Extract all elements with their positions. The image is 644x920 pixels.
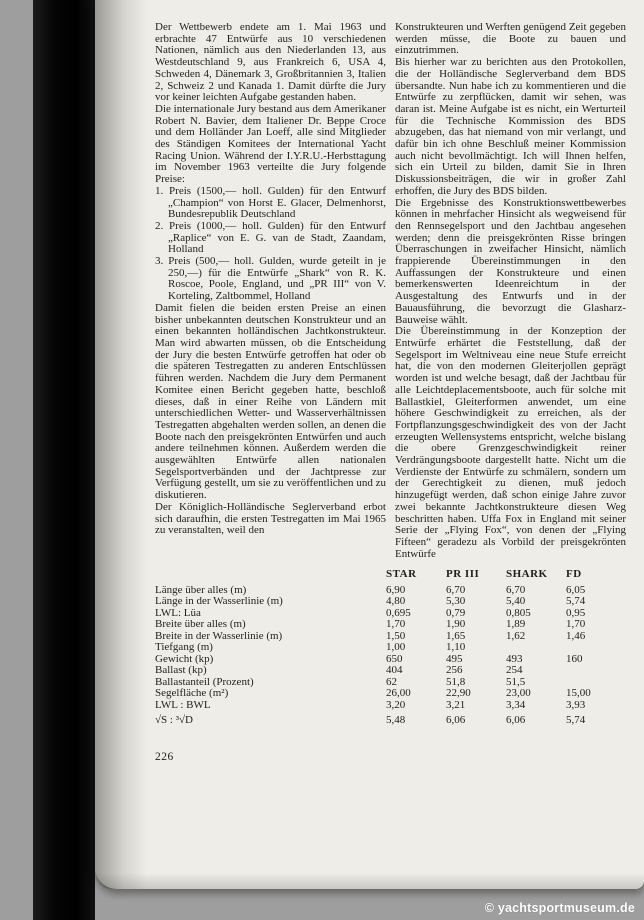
table-corner-cell bbox=[155, 569, 386, 585]
cell-value: 5,48 bbox=[386, 714, 406, 727]
table-row bbox=[155, 631, 626, 643]
cell-value: 26,00 bbox=[386, 688, 411, 700]
cell-value: 1,89 bbox=[506, 619, 526, 631]
cell-value: 51,5 bbox=[506, 676, 526, 688]
cell-value: 1,70 bbox=[566, 619, 586, 631]
prize-list-item: 3. Preis (500,— holl. Gulden, wurde geteilt in je 250,—) für die Entwürfe „Shark“ von R. K. Roscoe, Poole, England, und „PR III“ von V. Korteling, Zaltbommel, Holland bbox=[155, 255, 386, 303]
table-row bbox=[155, 654, 626, 666]
cell-value: 254 bbox=[506, 665, 523, 677]
text-column-left bbox=[155, 22, 386, 560]
cell-value: 3,20 bbox=[386, 699, 406, 711]
table-row bbox=[155, 642, 626, 654]
cell-value: 1,10 bbox=[446, 642, 466, 654]
cell-value: 62 bbox=[386, 676, 397, 688]
row-label: Ballast (kp) bbox=[155, 665, 207, 677]
prize-list-item: 1. Preis (1500,— holl. Gulden) für den Entwurf „Champion“ von Horst E. Glacer, Delmenhorst, Bundesrepublik Deutschland bbox=[155, 184, 386, 221]
table-header-cell: SHARK bbox=[506, 569, 548, 581]
cell-value: 0,695 bbox=[386, 607, 411, 619]
page-content bbox=[155, 22, 626, 763]
cell-value: 6,70 bbox=[506, 584, 526, 596]
cell-value bbox=[566, 665, 626, 677]
paragraph: Der Königlich-Holländische Seglerverband erbot sich daraufhin, die ersten Testregatten im Mai 1965 zu veranstalten, weil den bbox=[155, 500, 386, 537]
cell-value: 1,70 bbox=[386, 619, 406, 631]
cell-value: 1,46 bbox=[566, 630, 586, 642]
cell-value: 1,65 bbox=[446, 630, 466, 642]
cell-value: 23,00 bbox=[506, 688, 531, 700]
cell-value bbox=[566, 642, 626, 654]
row-label: Länge über alles (m) bbox=[155, 584, 247, 596]
row-label: LWL : BWL bbox=[155, 699, 211, 711]
paragraph: Die internationale Jury bestand aus dem Amerikaner Robert N. Bavier, dem Italiener Dr. Beppe Croce und dem Holländer Jan Loeff, alle sind Mitglieder des Ständigen Komitees der International Yacht Racing Union. Während der I.Y.R.U.-Herbsttagung im November 1963 verteilte die Jury folgende Preise: bbox=[155, 102, 386, 186]
cell-value: 22,90 bbox=[446, 688, 471, 700]
book-spine-strip bbox=[33, 0, 95, 920]
table-header-cell: STAR bbox=[386, 569, 417, 581]
row-label: Ballastanteil (Prozent) bbox=[155, 676, 254, 688]
paragraph: Die Ergebnisse des Konstruktionswettbewerbes können in mehrfacher Hinsicht als wegweisend für den Rennsegelsport und den Jachtbau angesehen werden; denn die preisgekrönten Risse bringen Überraschungen in zweifacher Hinsicht, nämlich frappierende Übereinstimmungen in den Auffassungen der Konstrukteure und einen bemerkenswerten Ideenreichtum in der Ausgestaltung des Entwurfs und in der Bauausführung, die bevorzugt die Glasharz-Bauweise wählt. bbox=[395, 196, 626, 326]
cell-value: 5,30 bbox=[446, 596, 466, 608]
table-header-cell: PR III bbox=[446, 569, 480, 581]
cell-value: 3,21 bbox=[446, 699, 466, 711]
boat-comparison-table bbox=[155, 569, 626, 727]
cell-value: 160 bbox=[566, 653, 583, 665]
cell-value: 6,90 bbox=[386, 584, 406, 596]
cell-value: 15,00 bbox=[566, 688, 591, 700]
cell-value: 493 bbox=[506, 653, 523, 665]
row-label: Tiefgang (m) bbox=[155, 642, 213, 654]
table-row bbox=[155, 688, 626, 700]
text-column-right bbox=[395, 22, 626, 560]
cell-value bbox=[566, 677, 626, 689]
paragraph: Damit fielen die beiden ersten Preise an einen bisher unbekannten deutschen Konstrukteur und an einen bekannten holländischen Jachtkonstrukteur. Man wird abwarten müssen, ob die Entscheidung der Jury die besten Entwürfe getroffen hat oder ob die späteren Testregatten zu anderen Entschlüssen führen werden. Nachdem die Jury dem Permanent Komitee einen Bericht gegeben hatte, beschloß dieses, daß in einer Reihe von Ländern mit unterschiedlichen Wetter- und Wasserverhältnissen Testregatten abgehalten werden sollen, an denen die Boote nach den preisgekrönten Entwürfen und auch andere teilnehmen können. Außerdem werden die ausgewählten Entwürfe allen nationalen Segelsportverbänden und der Jachtpresse zur Verfügung gestellt, um sie zu veröffentlichen und zu diskutieren. bbox=[155, 301, 386, 502]
table-row bbox=[155, 700, 626, 712]
row-label: Länge in der Wasserlinie (m) bbox=[155, 596, 283, 608]
cell-value: 3,34 bbox=[506, 699, 526, 711]
paragraph: Bis hierher war zu berichten aus den Protokollen, die der Holländische Seglerverband dem BDS übersandte. Nun habe ich zu kommentieren und die Entwürfe zu zerpflücken, damit wir sehen, was daran ist. Meine Aufgabe ist es nicht, ein Werturteil für die Technische Kommission des BDS abzugeben, das hat niemand von mir verlangt, und dafür bin ich ohne Beschluß meiner Kommission auch nicht bevollmächtigt. Ich will Ihnen helfen, sich ein Urteil zu bilden, damit Sie in Ihren Diskussionsbeiträgen, die wir in großer Zahl erhoffen, die Jury des BDS bilden. bbox=[395, 56, 626, 197]
cell-value: 6,05 bbox=[566, 584, 586, 596]
cell-value: 650 bbox=[386, 653, 403, 665]
cell-value: 6,70 bbox=[446, 584, 466, 596]
row-label: Gewicht (kp) bbox=[155, 653, 214, 665]
cell-value: 0,805 bbox=[506, 607, 531, 619]
cell-value: 1,90 bbox=[446, 619, 466, 631]
row-label: LWL: Lüa bbox=[155, 607, 201, 619]
cell-value: 256 bbox=[446, 665, 463, 677]
cell-value: 1,50 bbox=[386, 630, 406, 642]
paragraph: Der Wettbewerb endete am 1. Mai 1963 und erbrachte 47 Entwürfe aus 10 verschiedenen Nationen, nämlich aus den Niederlanden 13, aus Westdeutschland 9, aus Frankreich 6, USA 4, Schweden 4, Dänemark 3, Großbritannien 3, Italien 2, Schweiz 2 und Kanada 1. Damit dürfte die Jury vor keiner leichten Aufgabe gestanden haben. bbox=[155, 21, 386, 104]
prize-list-item: 2. Preis (1000,— holl. Gulden) für den Entwurf „Raplice“ von E. G. van de Stadt, Zaandam, Holland bbox=[155, 219, 386, 256]
table-header-cell: FD bbox=[566, 569, 582, 581]
two-column-text bbox=[155, 22, 626, 560]
cell-value: 495 bbox=[446, 653, 463, 665]
cell-value: 404 bbox=[386, 665, 403, 677]
page-number: 226 bbox=[155, 750, 174, 763]
cell-value: 3,93 bbox=[566, 699, 586, 711]
table-row bbox=[155, 677, 626, 689]
cell-value: 51,8 bbox=[446, 676, 466, 688]
cell-value: 6,06 bbox=[506, 714, 526, 727]
paragraph: Die Übereinstimmung in der Konzeption der Entwürfe erhärtet die Feststellung, daß der Segelsport im Weltniveau eine neue Stufe erreicht hat, die von den modernen Gleiterjollen geprägt worden ist und welche besagt, daß der Jachtbau für alle Leichtdeplacementsboote, auch für solche mit Ballastkiel, Gleiterformen anwendet, um eine höhere Geschwindigkeit zu erreichen, als der Fortpflanzungsgeschwindigkeit des von der Jacht erzeugten Wellensystems entspricht, welche bislang die obere Grenzgeschwindigkeit reiner Verdrängungsboote dargestellt hatte. Nicht um die Verdienste der Entwürfe zu schmälern, sondern um der Gerechtigkeit zu dienen, muß jedoch hinzugefügt werden, daß schon einige Jahre zuvor zwei bekannte Jachtkonstrukteure diesen Weg beschritten haben. Uffa Fox in England mit seiner Serie der „Flying Fox“, von denen der „Flying Fifteen“ geradezu als Vorbild der preisgekrönten Entwürfe bbox=[395, 325, 626, 560]
row-label: Segelfläche (m²) bbox=[155, 688, 229, 700]
cell-value: 6,06 bbox=[446, 714, 466, 727]
table-row bbox=[155, 596, 626, 608]
cell-value bbox=[506, 642, 566, 654]
watermark: © yachtsportmuseum.de bbox=[484, 901, 635, 915]
cell-value: 1,62 bbox=[506, 630, 526, 642]
cell-value: 5,74 bbox=[566, 596, 586, 608]
cell-value: 4,80 bbox=[386, 596, 406, 608]
table-header-row bbox=[155, 569, 626, 585]
cell-value: 5,40 bbox=[506, 596, 526, 608]
row-label: Breite über alles (m) bbox=[155, 619, 246, 631]
table-row bbox=[155, 608, 626, 620]
table-row bbox=[155, 619, 626, 631]
cell-value: 0,95 bbox=[566, 607, 586, 619]
paragraph: Konstrukteuren und Werften genügend Zeit gegeben werden müsse, die Boote zu bauen und einzutrimmen. bbox=[395, 21, 626, 57]
table-row bbox=[155, 585, 626, 597]
table-row bbox=[155, 665, 626, 677]
cell-value: 5,74 bbox=[566, 714, 586, 727]
book-page bbox=[95, 0, 644, 889]
cell-value: 1,00 bbox=[386, 642, 406, 654]
row-label: Breite in der Wasserlinie (m) bbox=[155, 630, 283, 642]
row-label: √S : ³√D bbox=[155, 714, 193, 727]
table-row bbox=[155, 711, 626, 727]
cell-value: 0,79 bbox=[446, 607, 466, 619]
